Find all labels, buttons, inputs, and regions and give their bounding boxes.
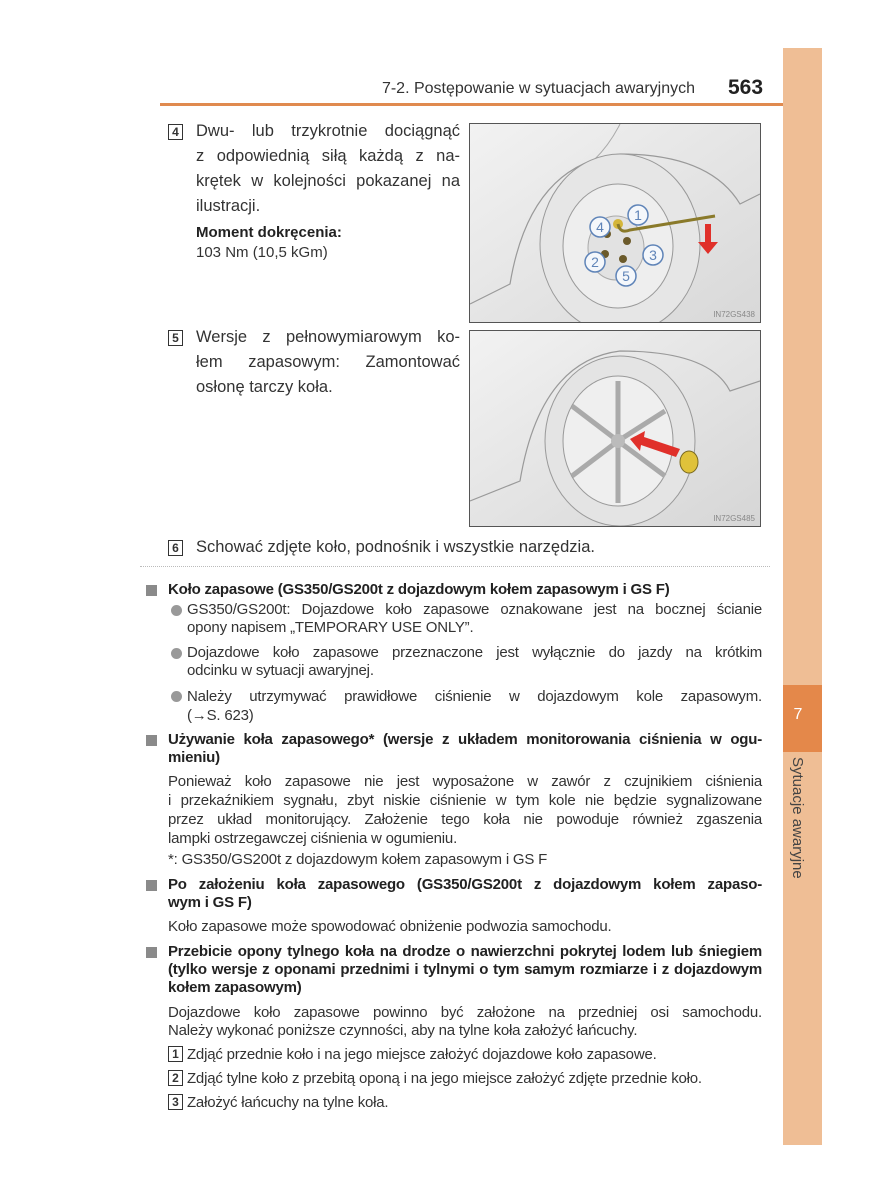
- footnote-text: *: GS350/GS200t z dojazdowym kołem zapasowym i GS F: [168, 851, 548, 868]
- bullet-icon: [171, 691, 182, 702]
- heading-line: mieniu): [168, 749, 220, 766]
- illustration-lug-nut-order: [469, 123, 761, 323]
- bullet-icon: [171, 605, 182, 616]
- nut-label: 4: [596, 219, 604, 235]
- para-line: Dojazdowe koło zapasowe powinno być założone na przedniej osi samochodu.: [168, 1004, 762, 1021]
- bullet-line: GS350/GS200t: Dojazdowe koło zapasowe oznakowane jest na bocznej ścianie: [187, 601, 762, 618]
- step-line: Wersje z pełnowymiarowym ko-: [196, 328, 460, 346]
- section-marker-icon: [146, 880, 157, 891]
- section-header: 7-2. Postępowanie w sytuacjach awaryjnych: [381, 80, 695, 97]
- step-number: 3: [168, 1094, 183, 1110]
- step-text: Zdjąć tylne koło z przebitą oponą i na jego miejsce założyć zdjęte przednie koło.: [186, 1070, 702, 1087]
- section-paragraph: [140, 772, 762, 848]
- heading-line: kołem zapasowym): [168, 979, 302, 996]
- section-marker-icon: [146, 735, 157, 746]
- step-6: [168, 535, 768, 560]
- footnote: [140, 851, 762, 869]
- step-5: [168, 325, 460, 400]
- chapter-number: 7: [793, 706, 803, 723]
- image-id: IN72GS485: [713, 514, 755, 523]
- step-number: 6: [168, 540, 183, 556]
- bullet-item: [140, 687, 762, 725]
- para-line: lampki ostrzegawczej ciśnienia w ogumieniu.: [168, 830, 458, 847]
- heading-line: Koło zapasowe (GS350/GS200t z dojazdowym kołem zapasowym i GS F): [168, 581, 670, 598]
- step-line: Schować zdjęte koło, podnośnik i wszystkie narzędzia.: [196, 538, 595, 556]
- heading-line: (tylko wersje z oponami przednimi i tylnymi o tym samym rozmiarze i z dojazdowym: [168, 961, 762, 978]
- step-number: 5: [168, 330, 183, 346]
- step-line: z odpowiednią siłą każdą z na-: [196, 147, 460, 165]
- step-4: [168, 119, 460, 263]
- nut-label: 5: [622, 268, 630, 284]
- bullet-icon: [171, 648, 182, 659]
- step-line: łem zapasowym: Zamontować: [196, 353, 460, 371]
- section-heading: [140, 731, 762, 767]
- section-heading: [140, 876, 762, 912]
- section-marker-icon: [146, 585, 157, 596]
- bullet-line: Należy utrzymywać prawidłowe ciśnienie w dojazdowym kole zapasowym.: [187, 688, 762, 705]
- step-line: ilustracji.: [196, 197, 261, 215]
- step-line: osłonę tarczy koła.: [196, 378, 333, 396]
- step-line: Dwu- lub trzykrotnie dociągnąć: [196, 122, 460, 140]
- sections-container: [140, 581, 762, 1112]
- divider: [140, 566, 770, 567]
- nut-label: 1: [634, 207, 642, 223]
- chapter-tab: [783, 48, 822, 1145]
- para-line: Należy wykonać poniższe czynności, aby na tylne koła założyć łańcuchy.: [168, 1022, 638, 1039]
- step-text: Zdjąć przednie koło i na jego miejsce założyć dojazdowe koło zapasowe.: [186, 1046, 657, 1063]
- bullet-item: [140, 601, 762, 637]
- wheel-cover-illustration: [470, 331, 760, 526]
- step-number: 4: [168, 124, 183, 140]
- section-paragraph: [140, 918, 762, 936]
- bullet-line: opony napisem „TEMPORARY USE ONLY”.: [187, 619, 474, 636]
- heading-line: Po założeniu koła zapasowego (GS350/GS200t z dojazdowym kołem zapaso-: [168, 876, 762, 893]
- section-heading: [140, 581, 762, 599]
- heading-line: wym i GS F): [168, 894, 252, 911]
- chain-step-3: [140, 1094, 762, 1112]
- step-line: krętek w kolejności pokazanej na: [196, 172, 460, 190]
- bullet-line: odcinku w sytuacji awaryjnej.: [187, 662, 374, 679]
- bullet-item: [140, 644, 762, 680]
- nut-label: 2: [591, 254, 599, 270]
- step-number: 2: [168, 1070, 183, 1086]
- step-text: Założyć łańcuchy na tylne koła.: [186, 1094, 389, 1111]
- page-reference-link[interactable]: (→S. 623): [187, 707, 254, 724]
- para-line: Koło zapasowe może spowodować obniżenie podwozia samochodu.: [168, 918, 612, 935]
- step-number: 1: [168, 1046, 183, 1062]
- bullet-line: Dojazdowe koło zapasowe przeznaczone jest wyłącznie do jazdy na krótkim: [187, 644, 762, 661]
- chain-step-2: [140, 1070, 762, 1088]
- section-marker-icon: [146, 947, 157, 958]
- section-paragraph: [140, 1004, 762, 1040]
- wheel-tightening-illustration: [470, 124, 760, 322]
- chapter-label: Sytuacje awaryjne: [789, 757, 806, 879]
- header-rule: [160, 103, 783, 106]
- section-heading: [140, 943, 762, 997]
- para-line: Ponieważ koło zapasowe nie jest wyposażone w zawór z czujnikiem ciśnienia: [168, 773, 762, 790]
- nut-label: 3: [649, 247, 657, 263]
- heading-line: Przebicie opony tylnego koła na drodze o nawierzchni pokrytej lodem lub śniegiem: [168, 943, 762, 960]
- para-line: i przekaźnikiem sygnału, zbyt niskie ciśnienie w tym kole nie będzie sygnalizowane: [168, 792, 762, 809]
- chain-step-1: [140, 1046, 762, 1064]
- image-id: IN72GS438: [713, 310, 755, 319]
- heading-line: Używanie koła zapasowego* (wersje z układem monitorowania ciśnienia w ogu-: [168, 731, 762, 748]
- page-number: 563: [728, 76, 764, 99]
- para-line: przez układ monitorujący. Założenie tego koła nie powoduje również zgaszenia: [168, 811, 762, 828]
- torque-value: 103 Nm (10,5 kGm): [196, 244, 328, 261]
- illustration-wheel-cover: [469, 330, 761, 527]
- torque-label: Moment dokręcenia:: [196, 224, 342, 241]
